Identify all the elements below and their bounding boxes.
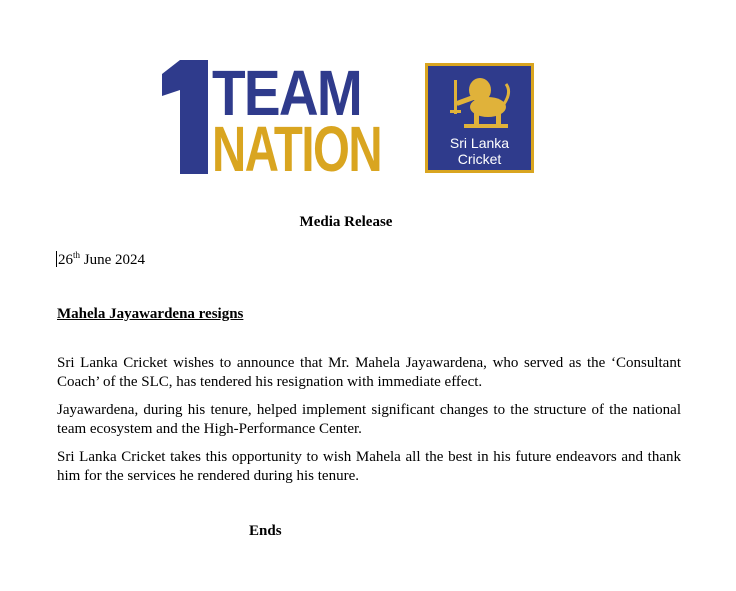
- crest-text-sri-lanka: Sri Lanka: [449, 135, 510, 151]
- lion-icon: [450, 74, 512, 132]
- release-title: Mahela Jayawardena resigns: [57, 306, 244, 322]
- text-cursor: [56, 251, 57, 267]
- one-numeral-icon: [160, 60, 210, 174]
- logo-team-text: TEAM: [212, 57, 362, 129]
- date-month-year: June 2024: [80, 252, 146, 268]
- sri-lanka-cricket-crest: [425, 63, 534, 173]
- logo-nation-text: NATION: [212, 113, 382, 185]
- release-date: [56, 251, 145, 269]
- paragraph-announcement: Sri Lanka Cricket wishes to announce that Mr. Mahela Jayawardena, who served as the ‘Consultant Coach’ of the SLC, has tendered his resignation with immediate effect.: [57, 355, 681, 390]
- closing-ends: Ends: [249, 523, 282, 539]
- date-day: 26: [58, 252, 73, 268]
- paragraph-tenure: Jayawardena, during his tenure, helped implement significant changes to the structure of the national team ecosystem and the High-Performance Center.: [57, 402, 681, 437]
- paragraph-farewell: Sri Lanka Cricket takes this opportunity to wish Mahela all the best in his future endeavors and thank him for the services he rendered during his tenure.: [57, 449, 681, 484]
- crest-text-cricket: Cricket: [457, 151, 502, 167]
- one-team-one-nation-logo: [160, 57, 538, 185]
- date-ordinal-suffix: th: [73, 250, 81, 260]
- media-release-heading: Media Release: [299, 214, 393, 230]
